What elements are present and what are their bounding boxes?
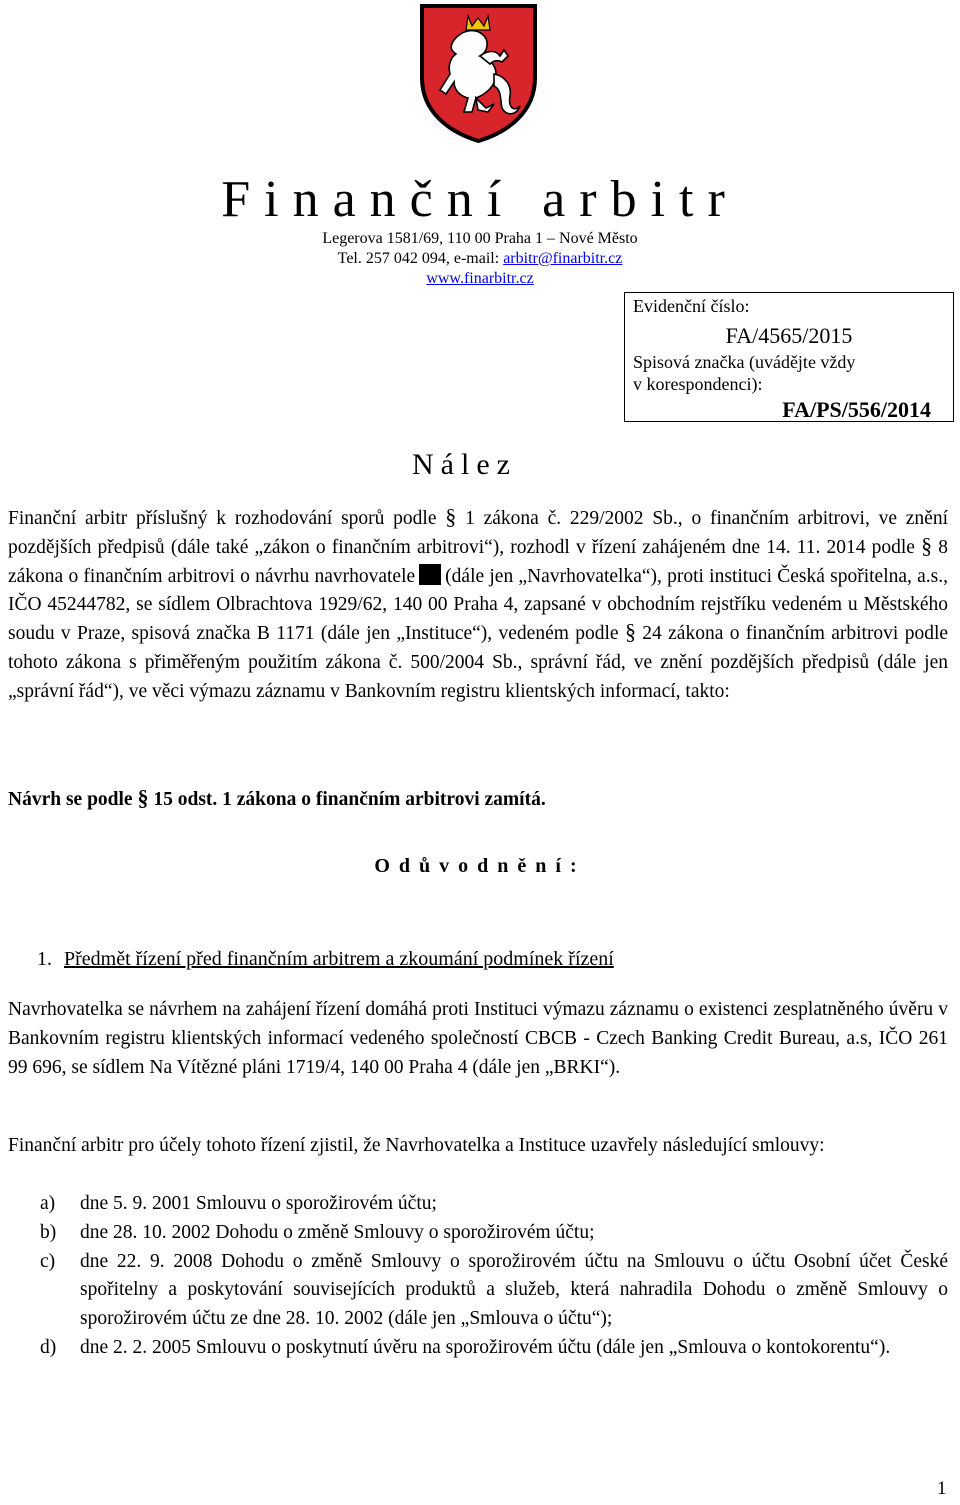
intro-text-5: 24 zákona o finančním arbitrovi podle tohoto zákona s přiměřeným použitím zákona č. 500/2004 Sb., správní řád, ve znění pozdějších předpisů (dále jen „správní řád“), ve věci výmazu záznamu v Bankovním registru klientských informací, takto: — [8, 623, 949, 702]
list-marker: d) — [40, 1336, 57, 1358]
reference-box — [624, 292, 954, 422]
section-symbol: § — [137, 785, 149, 810]
contact-line — [0, 249, 960, 269]
website-line — [0, 269, 960, 289]
file-label-line1: Spisová značka (uvádějte vždy — [633, 352, 856, 372]
website-link[interactable]: www.finarbitr.cz — [426, 270, 534, 287]
document-type: Nález — [412, 448, 517, 481]
intro-text-2: 1 zákona č. 229/2002 Sb., o finančním arbitrovi, ve znění pozdějších předpisů (dále také „zákon o finančním arbitrovi“), rozhodl v řízení zahájeném dne 14. 11. 2014 podle — [8, 508, 949, 558]
list-text: dne 2. 2. 2005 Smlouvu o poskytnutí úvěru na sporožirovém účtu (dále jen „Smlouva o kontokorentu“). — [80, 1336, 891, 1358]
list-text: dne 5. 9. 2001 Smlouvu o sporožirovém účtu; — [80, 1193, 437, 1214]
file-label-line2: v korespondenci): — [633, 374, 763, 394]
section-heading — [37, 945, 614, 973]
reasoning-heading: Odůvodnění: — [374, 855, 586, 877]
intro-paragraph — [8, 505, 948, 707]
intro-text-4: (dále jen „Navrhovatelka“), proti instituci Česká spořitelna, a.s., IČO 45244782, se sídlem Olbrachtova 1929/62, 140 00 Praha 4, zapsané v obchodním rejstříku vedeném u Městského soudu v Praze, spisová značka B 1171 (dále jen „Instituce“), vedeném podle — [8, 565, 949, 645]
czech-coat-of-arms-icon — [416, 0, 541, 145]
intro-text-1: Finanční arbitr příslušný k rozhodování sporů podle — [8, 508, 437, 529]
list-item — [40, 1248, 948, 1334]
contracts-list — [40, 1190, 948, 1363]
evidence-number: FA/4565/2015 — [725, 323, 853, 348]
section-symbol: § — [624, 619, 636, 645]
redaction-block — [419, 564, 441, 585]
evidence-label: Evidenční číslo: — [633, 296, 750, 316]
verdict-text-1: Návrh se podle — [8, 789, 133, 810]
contact-phone: Tel. 257 042 094, e-mail: — [337, 250, 504, 267]
list-marker: c) — [40, 1250, 56, 1272]
list-item — [40, 1219, 948, 1248]
intro-text-3: 8 zákona o finančním arbitrovi o návrhu navrhovatele — [8, 536, 948, 587]
page-number: 1 — [937, 1478, 947, 1499]
list-marker: a) — [40, 1193, 56, 1214]
brki-paragraph: Navrhovatelka se návrhem na zahájení řízení domáhá proti Instituci výmazu záznamu o existenci zesplatněného úvěru v Bankovním registru klientských informací vedeného společností CBCB - Czech Banking Credit Bureau, a.s, IČO 261 99 696, se sídlem Na Vítězné pláni 1719/4, 140 00 Praha 4 (dále jen „BRKI“). — [8, 999, 948, 1078]
verdict-text-2: 15 odst. 1 zákona o finančním arbitrovi zamítá. — [153, 789, 546, 810]
file-number: FA/PS/556/2014 — [782, 397, 931, 422]
section-number: 1. — [37, 948, 52, 970]
list-text: dne 22. 9. 2008 Dohodu o změně Smlouvy o sporožirovém účtu na Smlouvu o účtu Osobní účet České spořitelny a poskytování souvisejících produktů a služeb, která nahradila Dohodu o změně Smlouvy o sporožirovém účtu ze dne 28. 10. 2002 (dále jen „Smlouva o účtu“); — [80, 1250, 948, 1330]
email-link[interactable]: arbitr@finarbitr.cz — [503, 250, 623, 267]
list-text: dne 28. 10. 2002 Dohodu o změně Smlouvy o sporožirovém účtu; — [80, 1221, 595, 1243]
contracts-intro-paragraph: Finanční arbitr pro účely tohoto řízení zjistil, že Navrhovatelka a Instituce uzavřely následující smlouvy: — [8, 1135, 825, 1156]
page-title: Finanční arbitr — [221, 171, 739, 228]
section-symbol: § — [921, 532, 933, 558]
verdict — [8, 785, 546, 815]
address-line: Legerova 1581/69, 110 00 Praha 1 – Nové Město — [322, 230, 638, 247]
section-symbol: § — [445, 504, 457, 529]
list-marker: b) — [40, 1221, 57, 1243]
list-item — [40, 1190, 948, 1219]
list-item — [40, 1334, 948, 1363]
section-title: Předmět řízení před finančním arbitrem a zkoumání podmínek řízení — [64, 948, 614, 970]
